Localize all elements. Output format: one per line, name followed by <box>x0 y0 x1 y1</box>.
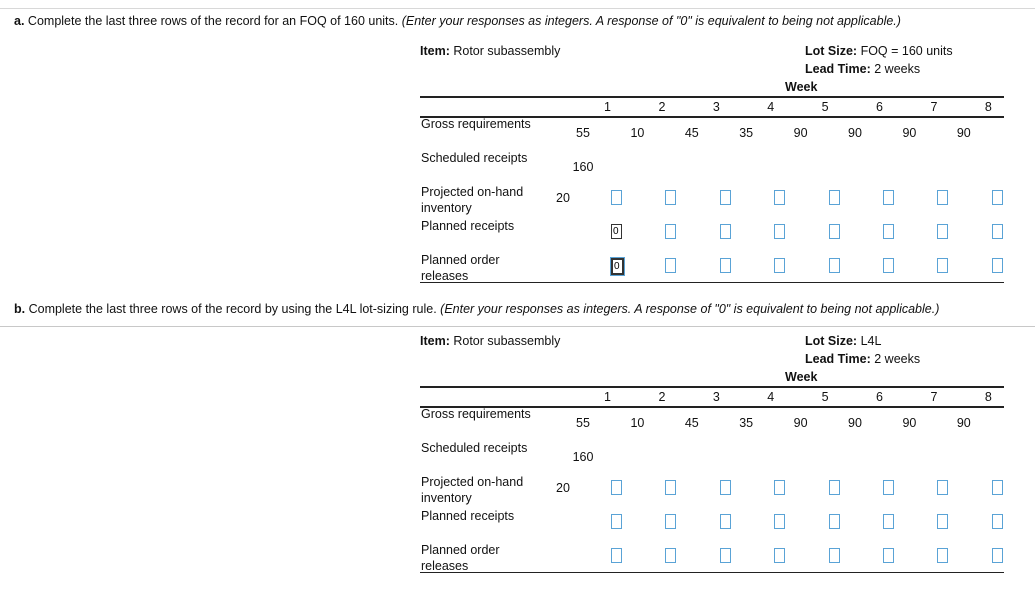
lead-time-value: 2 weeks <box>874 62 921 76</box>
week-number: 2 <box>658 390 666 404</box>
week-number: 8 <box>984 390 992 404</box>
row-label-planned-releases: Planned order releases <box>421 543 500 573</box>
gross-requirement-cell: 35 <box>739 416 754 430</box>
item-value: Rotor subassembly <box>453 44 561 58</box>
gross-requirement-cell: 45 <box>684 126 699 140</box>
record-bottom-rule <box>420 572 1004 573</box>
planned-receipts-input[interactable] <box>992 514 1003 529</box>
lot-size-label: Lot Size: <box>805 44 858 58</box>
projected-input[interactable] <box>937 190 948 205</box>
planned-receipts-input[interactable] <box>883 224 894 239</box>
gross-requirement-cell: 55 <box>576 416 590 430</box>
gross-requirement-cell: 55 <box>576 126 590 140</box>
planned-releases-input[interactable] <box>883 548 894 563</box>
projected-input[interactable] <box>992 190 1003 205</box>
item-value: Rotor subassembly <box>453 334 561 348</box>
part-a-letter: a. <box>14 14 25 28</box>
planned-receipts-input[interactable] <box>665 224 676 239</box>
part-a-instruction <box>14 14 901 28</box>
gross-requirement-cell: 90 <box>956 126 971 140</box>
part-a-instruction-text: Complete the last three rows of the record for an FOQ of 160 units. <box>27 14 399 28</box>
scheduled-receipt-cell: 160 <box>572 450 594 464</box>
planned-releases-input[interactable]: 0 <box>611 258 624 275</box>
planned-receipts-input[interactable] <box>720 514 731 529</box>
planned-receipts-input[interactable] <box>937 224 948 239</box>
planned-receipts-input[interactable] <box>992 224 1003 239</box>
projected-input[interactable] <box>883 480 894 495</box>
projected-input[interactable] <box>992 480 1003 495</box>
lead-time-label: Lead Time: <box>805 352 871 366</box>
planned-releases-input[interactable] <box>774 258 785 273</box>
section-divider <box>0 326 1035 327</box>
planned-releases-input[interactable] <box>937 258 948 273</box>
item-label: Item: <box>420 334 450 348</box>
row-label-planned-releases: Planned order releases <box>421 253 500 283</box>
planned-receipts-input[interactable] <box>611 514 622 529</box>
week-number: 6 <box>876 390 883 404</box>
part-b-letter: b. <box>14 302 26 316</box>
planned-releases-input[interactable] <box>720 548 731 563</box>
week-number: 4 <box>767 100 775 114</box>
week-number: 4 <box>767 390 775 404</box>
planned-releases-input[interactable] <box>665 548 676 563</box>
week-heading: Week <box>785 370 818 384</box>
week-number: 3 <box>712 100 720 114</box>
planned-receipts-input[interactable] <box>665 514 676 529</box>
gross-requirement-cell: 90 <box>902 416 917 430</box>
planned-releases-input[interactable] <box>937 548 948 563</box>
lot-size-line <box>805 44 953 58</box>
item-label: Item: <box>420 44 450 58</box>
part-b-mrp-record <box>420 334 1004 596</box>
lead-time-line <box>805 62 920 76</box>
scheduled-receipt-cell: 160 <box>572 160 594 174</box>
initial-inventory: 20 <box>556 191 570 205</box>
projected-input[interactable] <box>829 190 840 205</box>
planned-releases-input[interactable] <box>774 548 785 563</box>
projected-input[interactable] <box>774 190 785 205</box>
planned-receipts-input[interactable] <box>937 514 948 529</box>
initial-inventory: 20 <box>556 481 570 495</box>
top-divider <box>0 8 1035 9</box>
gross-requirement-cell: 10 <box>630 126 645 140</box>
part-b-note: (Enter your responses as integers. A response of "0" is equivalent to being not applicable.) <box>440 302 940 316</box>
planned-releases-input[interactable] <box>829 548 840 563</box>
week-number: 1 <box>604 100 611 114</box>
gross-requirement-cell: 90 <box>793 126 808 140</box>
planned-releases-input[interactable] <box>720 258 731 273</box>
lead-time-label: Lead Time: <box>805 62 871 76</box>
planned-receipts-input[interactable] <box>829 514 840 529</box>
planned-receipts-input[interactable] <box>774 514 785 529</box>
projected-input[interactable] <box>883 190 894 205</box>
planned-receipts-input[interactable] <box>720 224 731 239</box>
row-label-projected: Projected on-hand inventory <box>421 475 524 505</box>
row-label-projected: Projected on-hand inventory <box>421 185 524 215</box>
week-number: 8 <box>984 100 992 114</box>
row-label-planned-receipts: Planned receipts <box>421 509 515 523</box>
projected-input[interactable] <box>937 480 948 495</box>
lot-size-value: FOQ = 160 units <box>860 44 953 58</box>
planned-receipts-input[interactable] <box>829 224 840 239</box>
gross-requirement-cell: 90 <box>848 416 862 430</box>
lead-time-value: 2 weeks <box>874 352 921 366</box>
projected-input[interactable] <box>720 480 731 495</box>
week-heading: Week <box>785 80 818 94</box>
planned-releases-input[interactable] <box>665 258 676 273</box>
lot-size-value: L4L <box>860 334 882 348</box>
week-number: 1 <box>604 390 611 404</box>
week-number: 2 <box>658 100 666 114</box>
week-number: 6 <box>876 100 883 114</box>
part-a-note: (Enter your responses as integers. A response of "0" is equivalent to being not applicable.) <box>401 14 901 28</box>
planned-receipts-input[interactable] <box>774 224 785 239</box>
planned-releases-input[interactable] <box>829 258 840 273</box>
planned-releases-input[interactable] <box>883 258 894 273</box>
gross-requirement-cell: 35 <box>739 126 754 140</box>
planned-releases-input[interactable] <box>992 548 1003 563</box>
lot-size-label: Lot Size: <box>805 334 858 348</box>
gross-requirement-cell: 90 <box>956 416 971 430</box>
record-bottom-rule <box>420 282 1004 283</box>
item-line <box>420 334 560 348</box>
part-a-mrp-record <box>420 44 1004 306</box>
projected-input[interactable] <box>665 190 676 205</box>
gross-requirement-cell: 90 <box>793 416 808 430</box>
header-top-rule <box>420 96 1004 98</box>
header-top-rule <box>420 386 1004 388</box>
part-b-instruction <box>14 302 939 316</box>
planned-receipts-input[interactable] <box>883 514 894 529</box>
part-b-instruction-text: Complete the last three rows of the record by using the L4L lot-sizing rule. <box>28 302 437 316</box>
lot-size-line <box>805 334 881 348</box>
projected-input[interactable] <box>720 190 731 205</box>
projected-input[interactable] <box>665 480 676 495</box>
gross-requirement-cell: 45 <box>684 416 699 430</box>
row-label-scheduled: Scheduled receipts <box>421 151 528 165</box>
projected-input[interactable] <box>829 480 840 495</box>
row-label-planned-receipts: Planned receipts <box>421 219 515 233</box>
gross-requirement-cell: 90 <box>848 126 862 140</box>
planned-receipts-input[interactable]: 0 <box>611 224 622 239</box>
row-label-gross: Gross requirements <box>421 407 531 421</box>
row-label-gross: Gross requirements <box>421 117 531 131</box>
row-label-scheduled: Scheduled receipts <box>421 441 528 455</box>
week-number: 5 <box>821 390 829 404</box>
planned-releases-input[interactable] <box>611 548 622 563</box>
gross-requirement-cell: 90 <box>902 126 917 140</box>
projected-input[interactable] <box>611 480 622 495</box>
projected-input[interactable] <box>611 190 622 205</box>
week-number: 3 <box>712 390 720 404</box>
week-number: 7 <box>930 100 938 114</box>
planned-releases-input[interactable] <box>992 258 1003 273</box>
week-number: 7 <box>930 390 938 404</box>
week-number: 5 <box>821 100 829 114</box>
lead-time-line <box>805 352 920 366</box>
gross-requirement-cell: 10 <box>630 416 645 430</box>
item-line <box>420 44 560 58</box>
projected-input[interactable] <box>774 480 785 495</box>
